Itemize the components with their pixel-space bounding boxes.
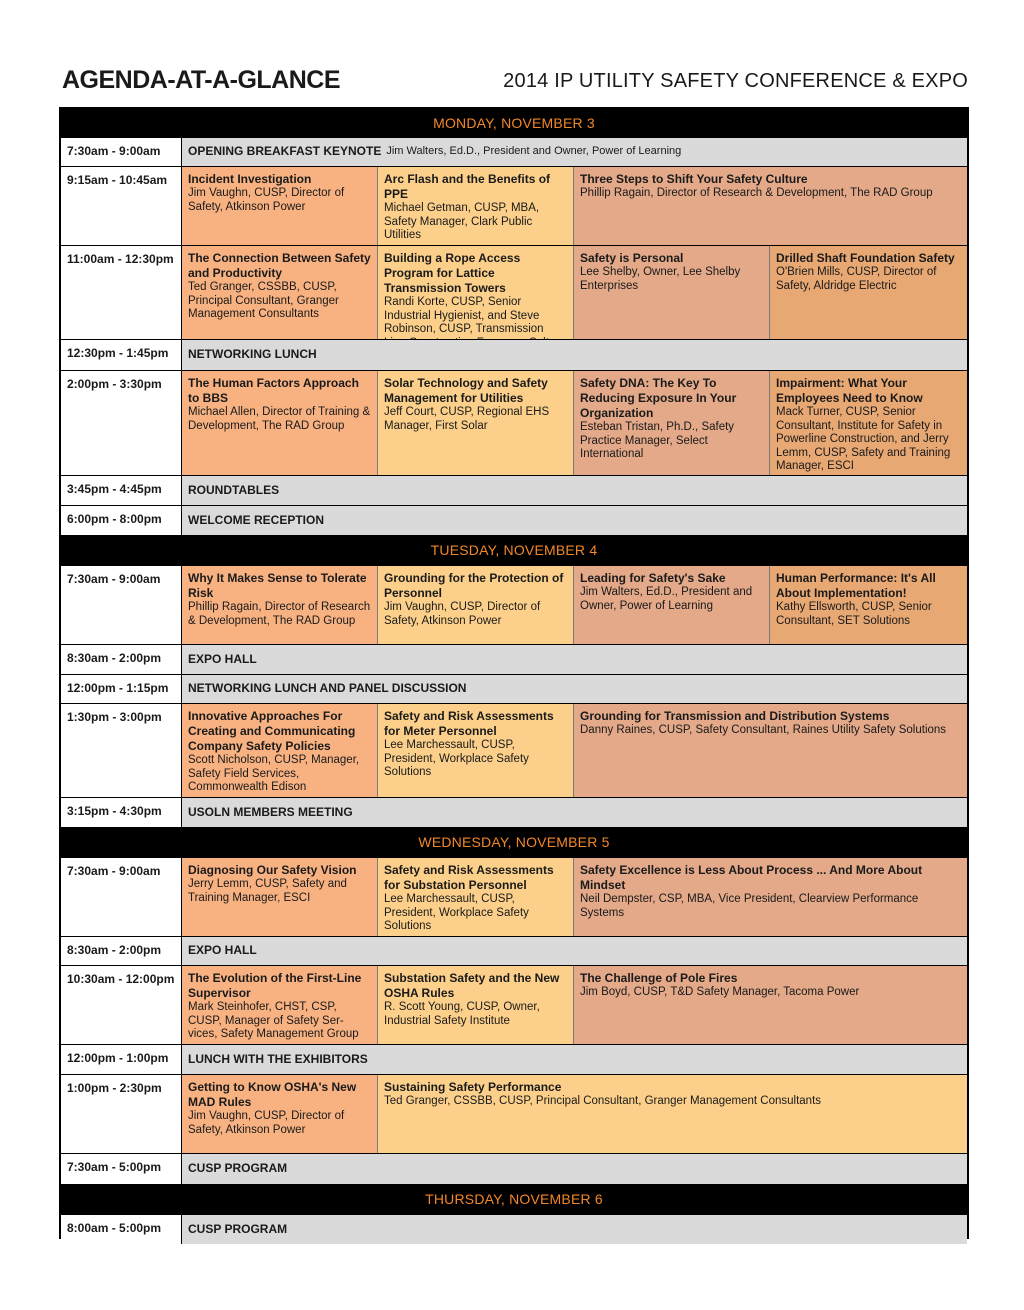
session-speaker: Phillip Ragain, Director of Research & Development, The RAD Group (188, 601, 371, 627)
session-title: USOLN MEMBERS MEETING (188, 804, 353, 819)
session-title: CUSP PROGRAM (188, 1161, 288, 1176)
session-speaker: Neil Dempster, CSP, MBA, Vice President, Clearview Performance Systems (580, 893, 919, 919)
session-cell[interactable] (182, 1075, 378, 1153)
schedule-row (61, 505, 967, 535)
session-cell[interactable] (574, 371, 770, 475)
session-title: Sustaining Safety Performance (384, 1080, 562, 1094)
time-slot: 2:00pm - 3:30pm (61, 371, 182, 475)
time-slot: 12:00pm - 1:15pm (61, 675, 182, 703)
session-cell[interactable] (574, 966, 967, 1044)
session-title: Safety and Risk Assessments for Meter Personnel (384, 709, 554, 738)
session-cell[interactable] (182, 645, 967, 674)
schedule-row (61, 565, 967, 644)
session-cell[interactable] (378, 371, 574, 475)
session-cell[interactable] (182, 966, 378, 1044)
session-cell[interactable] (182, 566, 378, 644)
session-title: The Challenge of Pole Fires (580, 971, 738, 985)
session-cell[interactable] (378, 246, 574, 339)
session-cell[interactable] (182, 858, 378, 936)
schedule-row (61, 703, 967, 797)
time-slot: 12:30pm - 1:45pm (61, 340, 182, 370)
agenda-table (59, 107, 969, 1239)
session-cell[interactable] (574, 246, 770, 339)
session-title: Substation Safety and the New OSHA Rules (384, 971, 560, 1000)
session-title: NETWORKING LUNCH AND PANEL DISCUSSION (188, 681, 467, 696)
session-title: Safety Excellence is Less About Process ... And More About Mindset (580, 863, 923, 892)
session-title: Human Performance: It's All About Implementation! (776, 571, 936, 600)
time-slot: 9:15am - 10:45am (61, 167, 182, 245)
session-cell[interactable] (574, 167, 967, 245)
session-cell[interactable] (182, 340, 967, 370)
session-speaker: Danny Raines, CUSP, Safety Consultant, Raines Utility Safety Solutions (580, 724, 947, 736)
session-title: Building a Rope Access Program for Lattice Transmission Towers (384, 251, 521, 295)
time-slot: 8:30am - 2:00pm (61, 937, 182, 965)
session-speaker: Mark Steinhofer, CHST, CSP, CUSP, Manager of Safety Ser-vices, Safety Management Group (188, 1001, 359, 1041)
session-speaker: Ted Granger, CSSBB, CUSP, Principal Consultant, Granger Management Consultants (188, 281, 339, 321)
session-cell[interactable] (182, 798, 967, 827)
session-title: Impairment: What Your Employees Need to Know (776, 376, 923, 405)
time-slot: 8:30am - 2:00pm (61, 645, 182, 674)
session-title: Incident Investigation (188, 172, 312, 186)
session-cell[interactable] (770, 566, 967, 644)
time-slot: 3:15pm - 4:30pm (61, 798, 182, 827)
session-speaker: Scott Nicholson, CUSP, Manager, Safety Field Services, Commonwealth Edison (188, 754, 360, 794)
session-cell[interactable] (182, 937, 967, 965)
session-title: Leading for Safety's Sake (580, 571, 726, 585)
session-title: Drilled Shaft Foundation Safety (776, 251, 955, 265)
session-title: Arc Flash and the Benefits of PPE (384, 172, 551, 201)
time-slot: 7:30am - 5:00pm (61, 1154, 182, 1184)
session-speaker: Lee Marchessault, CUSP, President, Workplace Safety Solutions (384, 893, 529, 933)
session-speaker: Jim Vaughn, CUSP, Director of Safety, Atkinson Power (188, 187, 345, 213)
day-header: MONDAY, NOVEMBER 3 (61, 109, 967, 137)
session-title: WELCOME RECEPTION (188, 512, 325, 527)
session-speaker: Esteban Tristan, Ph.D., Safety Practice Manager, Select International (580, 421, 735, 461)
session-title: CUSP PROGRAM (188, 1221, 288, 1236)
schedule-row (61, 1044, 967, 1074)
conference-title: 2014 IP UTILITY SAFETY CONFERENCE & EXPO (503, 70, 968, 92)
session-title: Grounding for Transmission and Distribution Systems (580, 709, 890, 723)
session-cell[interactable] (378, 1075, 967, 1153)
session-speaker: Phillip Ragain, Director of Research & Development, The RAD Group (580, 187, 933, 199)
time-slot: 3:45pm - 4:45pm (61, 476, 182, 505)
session-cell[interactable] (182, 138, 967, 166)
session-cell[interactable] (770, 246, 967, 339)
session-speaker: Jeff Court, CUSP, Regional EHS Manager, First Solar (384, 406, 550, 432)
session-cell[interactable] (182, 1045, 967, 1074)
session-speaker: Michael Allen, Director of Training & Development, The RAD Group (188, 406, 371, 432)
day-header: WEDNESDAY, NOVEMBER 5 (61, 827, 967, 857)
session-title: Getting to Know OSHA's New MAD Rules (188, 1080, 357, 1109)
agenda-title: AGENDA-AT-A-GLANCE (62, 66, 341, 94)
session-title: Diagnosing Our Safety Vision (188, 863, 357, 877)
session-cell[interactable] (182, 1154, 967, 1184)
session-title: The Human Factors Approach to BBS (188, 376, 359, 405)
session-title: Innovative Approaches For Creating and Communicating Company Safety Policies (188, 709, 356, 753)
time-slot: 12:00pm - 1:00pm (61, 1045, 182, 1074)
session-cell[interactable] (182, 1215, 967, 1244)
time-slot: 8:00am - 5:00pm (61, 1215, 182, 1244)
session-title: Safety DNA: The Key To Reducing Exposure In Your Organization (580, 376, 737, 420)
schedule-row (61, 674, 967, 703)
time-slot: 6:00pm - 8:00pm (61, 506, 182, 535)
schedule-row (61, 797, 967, 827)
session-cell[interactable] (574, 704, 967, 797)
session-cell[interactable] (182, 476, 967, 505)
time-slot: 1:00pm - 2:30pm (61, 1075, 182, 1153)
session-title: LUNCH WITH THE EXHIBITORS (188, 1051, 368, 1066)
time-slot: 7:30am - 9:00am (61, 138, 182, 166)
session-cell[interactable] (378, 858, 574, 936)
session-speaker: Jerry Lemm, CUSP, Safety and Training Manager, ESCI (188, 878, 347, 904)
session-title: Why It Makes Sense to Tolerate Risk (188, 571, 367, 600)
session-speaker: Michael Getman, CUSP, MBA, Safety Manager, Clark Public Utilities (384, 202, 540, 242)
schedule-row (61, 1074, 967, 1153)
session-cell[interactable] (378, 566, 574, 644)
time-slot: 1:30pm - 3:00pm (61, 704, 182, 797)
session-speaker: Randi Korte, CUSP, Senior Industrial Hygienist, and Steve Robinson, CUSP, Transmission (384, 296, 544, 336)
schedule-row (61, 137, 967, 166)
session-cell[interactable] (182, 675, 967, 703)
session-cell[interactable] (378, 966, 574, 1044)
session-speaker: Lee Marchessault, CUSP, President, Workplace Safety Solutions (384, 739, 529, 779)
schedule-row (61, 339, 967, 370)
session-speaker: Lee Shelby, Owner, Lee Shelby Enterprises (580, 266, 741, 292)
session-cell[interactable] (378, 167, 574, 245)
time-slot: 7:30am - 9:00am (61, 566, 182, 644)
schedule-row (61, 936, 967, 965)
schedule-row (61, 245, 967, 339)
session-title: ROUNDTABLES (188, 482, 280, 497)
session-cell[interactable] (182, 246, 378, 339)
session-title: The Connection Between Safety and Productivity (188, 251, 371, 280)
day-header: TUESDAY, NOVEMBER 4 (61, 535, 967, 565)
session-title: NETWORKING LUNCH (188, 347, 317, 362)
session-title: EXPO HALL (188, 651, 257, 666)
session-cell[interactable] (182, 371, 378, 475)
schedule-row (61, 965, 967, 1044)
session-speaker: R. Scott Young, CUSP, Owner, Industrial Safety Institute (384, 1001, 540, 1027)
session-cell[interactable] (574, 566, 770, 644)
session-title: OPENING BREAKFAST KEYNOTE (188, 144, 382, 159)
session-title: EXPO HALL (188, 943, 257, 958)
session-title: Solar Technology and Safety Management for Utilities (384, 376, 548, 405)
session-speaker: O'Brien Mills, CUSP, Director of Safety, Aldridge Electric (776, 266, 937, 292)
session-speaker: Jim Walters, Ed.D., President and Owner, Power of Learning (386, 145, 682, 158)
schedule-row (61, 857, 967, 936)
session-title: The Evolution of the First-Line Supervisor (188, 971, 362, 1000)
session-title: Safety is Personal (580, 251, 684, 265)
day-header: THURSDAY, NOVEMBER 6 (61, 1184, 967, 1214)
schedule-row (61, 1153, 967, 1184)
session-speaker: Jim Vaughn, CUSP, Director of Safety, Atkinson Power (188, 1110, 345, 1136)
session-cell[interactable] (378, 704, 574, 797)
session-speaker: Kathy Ellsworth, CUSP, Senior Consultant, SET Solutions (776, 601, 932, 627)
session-speaker: Jim Boyd, CUSP, T&D Safety Manager, Tacoma Power (580, 986, 860, 998)
time-slot: 10:30am - 12:00pm (61, 966, 182, 1044)
session-speaker: Ted Granger, CSSBB, CUSP, Principal Consultant, Granger Management Consultants (384, 1095, 822, 1107)
schedule-row (61, 1214, 967, 1244)
session-speaker: Jim Walters, Ed.D., President and Owner, Power of Learning (580, 586, 753, 612)
session-cell[interactable] (770, 371, 967, 475)
session-speaker: Mack Turner, CUSP, Senior Consultant, Institute for Safety in Powerline Construction, and Jerry Lemm, CUSP, Safety and Training Manager, ESCI (776, 406, 951, 473)
session-title: Safety and Risk Assessments for Substation Personnel (384, 863, 554, 892)
session-cell[interactable] (182, 506, 967, 535)
schedule-row (61, 370, 967, 475)
session-title: Grounding for the Protection of Personnel (384, 571, 564, 600)
schedule-row (61, 644, 967, 674)
time-slot: 11:00am - 12:30pm (61, 246, 182, 339)
session-title: Three Steps to Shift Your Safety Culture (580, 172, 808, 186)
schedule-row (61, 475, 967, 505)
session-speaker: Jim Vaughn, CUSP, Director of Safety, Atkinson Power (384, 601, 541, 627)
schedule-row (61, 166, 967, 245)
session-cell[interactable] (182, 704, 378, 797)
time-slot: 7:30am - 9:00am (61, 858, 182, 936)
session-cell[interactable] (574, 858, 967, 936)
session-cell[interactable] (182, 167, 378, 245)
